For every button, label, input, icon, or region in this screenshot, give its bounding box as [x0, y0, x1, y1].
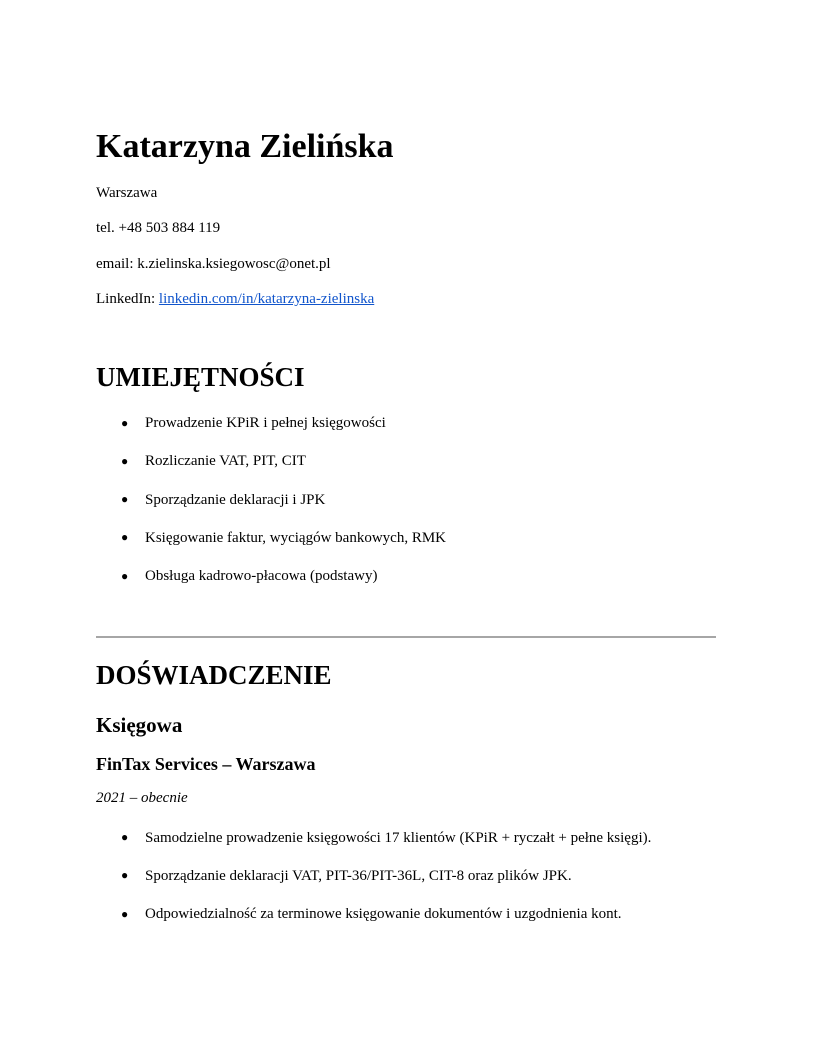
company-name: FinTax Services – Warszawa [96, 753, 316, 774]
list-item: ● Księgowanie faktur, wyciągów bankowych, RMK [96, 530, 720, 547]
skills-list [96, 415, 720, 585]
experience-list [96, 830, 720, 924]
skills-section-heading: UMIEJĘTNOŚCI [96, 362, 305, 393]
list-item: ● Obsługa kadrowo-płacowa (podstawy) [96, 568, 720, 585]
list-item: ● Prowadzenie KPiR i pełnej księgowości [96, 415, 720, 432]
list-item: ● Samodzielne prowadzenie księgowości 17 klientów (KPiR + ryczałt + pełne księgi). [96, 830, 720, 847]
linkedin-link[interactable]: linkedin.com/in/katarzyna-zielinska [158, 290, 375, 307]
experience-section-heading: DOŚWIADCZENIE [96, 660, 332, 691]
resume-name-title: Katarzyna Zielińska [96, 128, 394, 165]
job-title: Księgowa [96, 713, 183, 738]
linkedin-label: LinkedIn: [96, 290, 159, 307]
contact-email: email: k.zielinska.ksiegowosc@onet.pl [96, 255, 331, 272]
section-divider [96, 636, 716, 638]
employment-period: 2021 – obecnie [96, 790, 188, 807]
list-item: ● Odpowiedzialność za terminowe księgowanie dokumentów i uzgodnienia kont. [96, 906, 720, 923]
list-item: ● Sporządzanie deklaracji VAT, PIT-36/PIT-36L, CIT-8 oraz plików JPK. [96, 868, 720, 885]
contact-location: Warszawa [96, 185, 158, 202]
contact-linkedin [96, 291, 720, 308]
contact-phone: tel. +48 503 884 119 [96, 220, 221, 237]
list-item: ● Sporządzanie deklaracji i JPK [96, 492, 720, 509]
list-item: ● Rozliczanie VAT, PIT, CIT [96, 453, 720, 470]
